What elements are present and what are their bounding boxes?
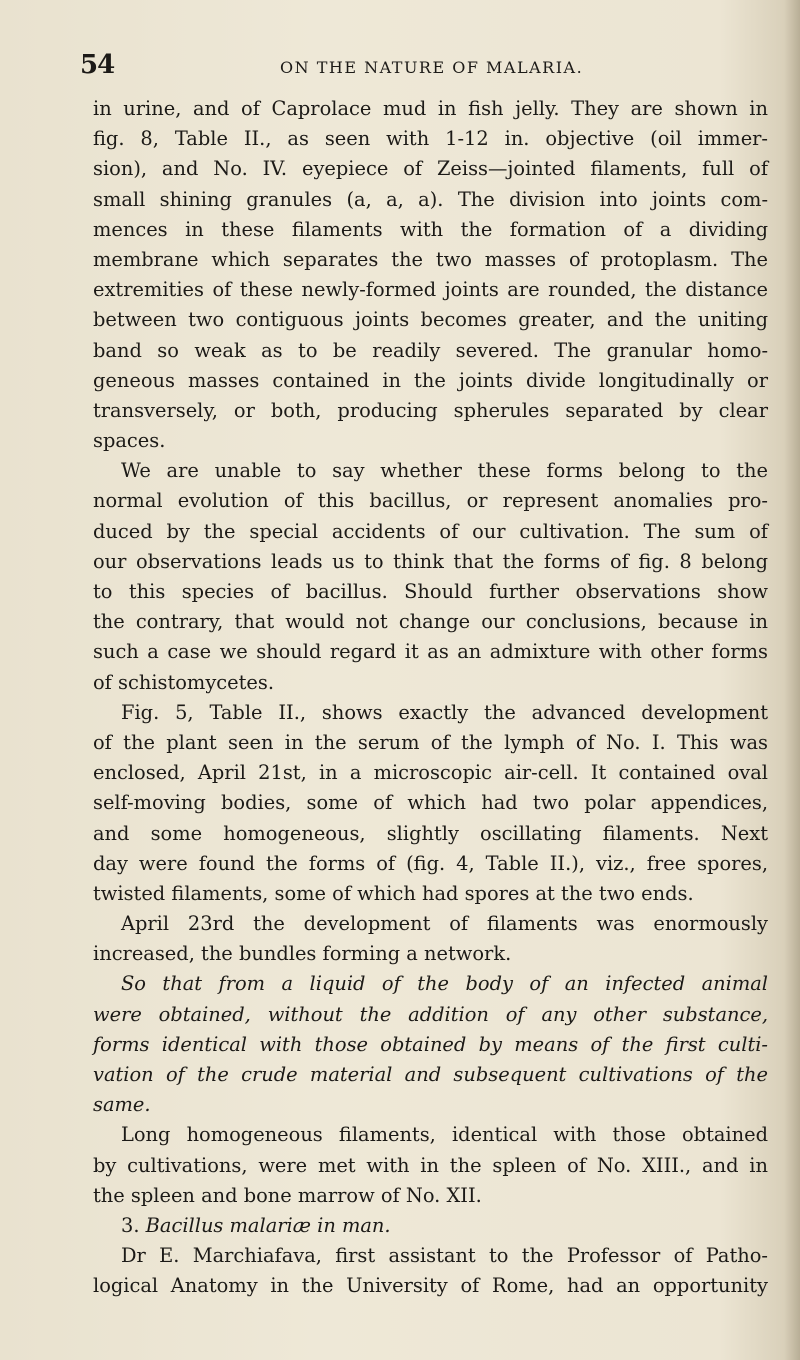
section-heading [93, 1211, 768, 1241]
text-line: self-moving bodies, some of which had two polar appendices, [93, 791, 768, 815]
text-line: fig. 8, Table II., as seen with 1-12 in. objective (oil immer- [93, 127, 768, 151]
paragraph-start-line: We are unable to say whether these forms belong to the [121, 459, 768, 483]
text-line: small shining granules (a, a, a). The division into joints com- [93, 187, 768, 211]
italic-paragraph-line: vation of the crude material and subsequent cultivations of the [93, 1063, 768, 1086]
text-line: transversely, or both, producing spherules separated by clear [93, 398, 768, 422]
text-line: duced by the special accidents of our cultivation. The sum of [93, 519, 768, 543]
section-title: Bacillus malariæ in man. [145, 1213, 391, 1237]
italic-paragraph-line: same. [93, 1093, 151, 1117]
text-line: of the plant seen in the serum of the lymph of No. I. This was [93, 730, 768, 754]
text-line: our observations leads us to think that the forms of fig. 8 belong [93, 549, 768, 573]
italic-paragraph-line: were obtained, without the addition of any other substance, [93, 1002, 768, 1026]
section-heading-text [121, 1214, 391, 1237]
text-line: logical Anatomy in the University of Rome, had an opportunity [93, 1274, 768, 1298]
text-line: band so weak as to be readily severed. The granular homo- [93, 338, 768, 362]
text-line: sion), and No. IV. eyepiece of Zeiss—jointed filaments, full of [93, 157, 768, 181]
text-line: increased, the bundles forming a network. [93, 942, 512, 966]
paragraph-start-line: Long homogeneous filaments, identical with those obtained [121, 1123, 768, 1147]
text-line: the contrary, that would not change our conclusions, because in [93, 610, 768, 634]
running-title: ON THE NATURE OF MALARIA. [280, 58, 584, 77]
text-line: normal evolution of this bacillus, or represent anomalies pro- [93, 489, 768, 513]
text-line: enclosed, April 21st, in a microscopic air-cell. It contained oval [93, 761, 768, 785]
page-number: 54 [80, 50, 115, 80]
text-line: twisted filaments, some of which had spores at the two ends. [93, 881, 694, 905]
body-text [93, 94, 768, 1302]
paragraph-start-line: Fig. 5, Table II., shows exactly the advanced development [121, 700, 768, 724]
text-line: of schistomycetes. [93, 670, 274, 694]
text-line: between two contiguous joints becomes greater, and the uniting [93, 308, 768, 332]
page-header [80, 50, 740, 80]
text-line: such a case we should regard it as an admixture with other forms [93, 640, 768, 664]
text-line: day were found the forms of (fig. 4, Table II.), viz., free spores, [93, 851, 768, 875]
paragraph-start-line: April 23rd the development of filaments was enormously [121, 912, 768, 936]
text-line: to this species of bacillus. Should further observations show [93, 580, 768, 603]
text-line: the spleen and bone marrow of No. XII. [93, 1183, 482, 1207]
text-line: mences in these filaments with the formation of a dividing [93, 217, 768, 241]
text-line: by cultivations, were met with in the spleen of No. XIII., and in [93, 1153, 768, 1177]
text-line: in urine, and of Caprolace mud in fish jelly. They are shown in [93, 97, 768, 120]
italic-paragraph-line: So that from a liquid of the body of an infected animal [121, 972, 768, 996]
text-line: spaces. [93, 429, 166, 453]
text-line: geneous masses contained in the joints divide longitudinally or [93, 368, 768, 392]
text-line: extremities of these newly-formed joints are rounded, the distance [93, 278, 768, 302]
italic-paragraph-line: forms identical with those obtained by means of the first culti- [93, 1032, 768, 1056]
section-number: 3. [121, 1213, 146, 1237]
text-line: membrane which separates the two masses of protoplasm. The [93, 247, 768, 271]
text-line: and some homogeneous, slightly oscillating filaments. Next [93, 821, 768, 845]
paragraph-start-line: Dr E. Marchiafava, first assistant to the Professor of Patho- [121, 1244, 768, 1268]
